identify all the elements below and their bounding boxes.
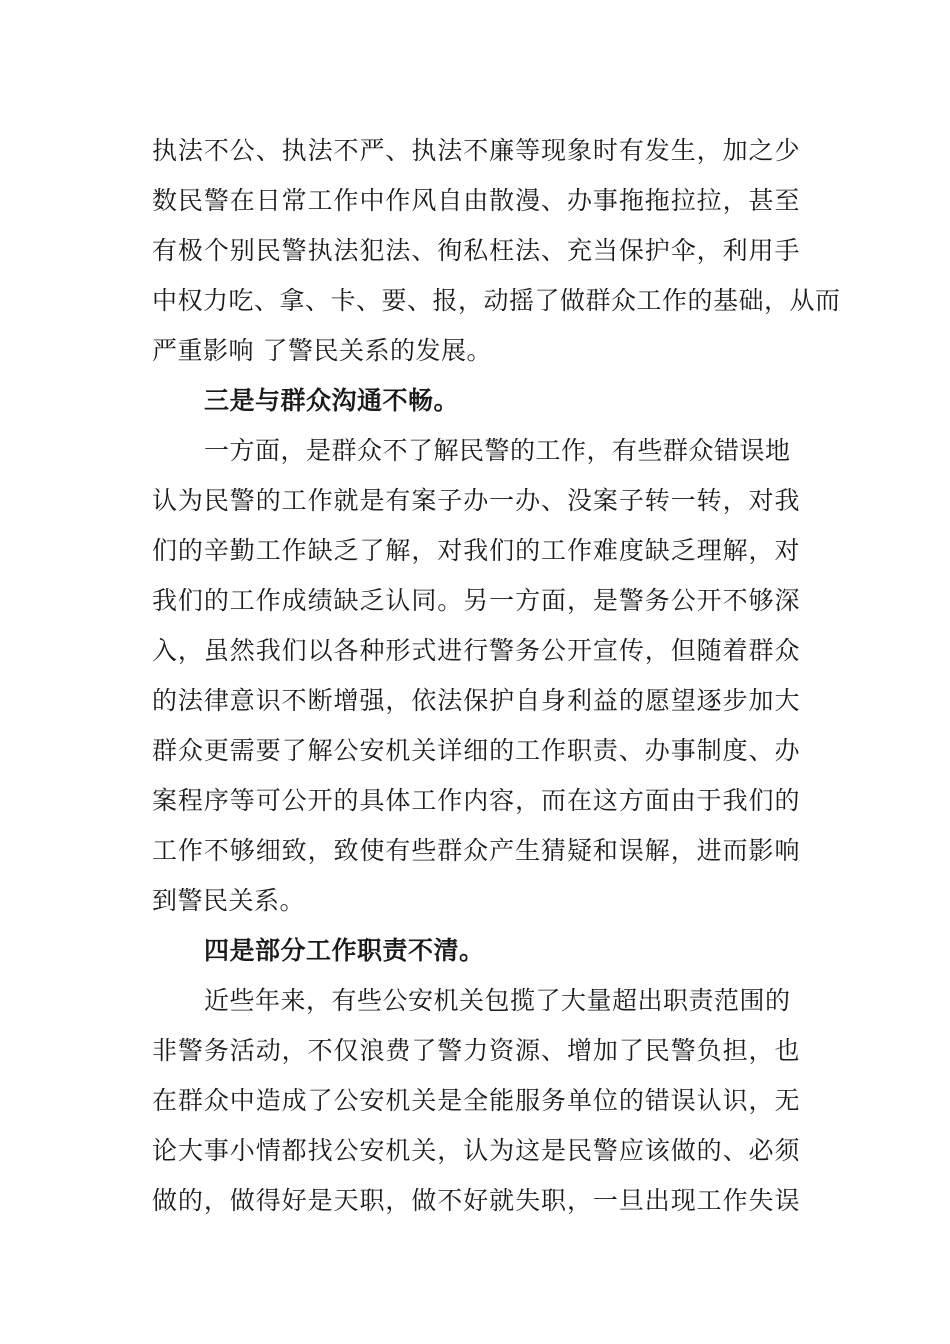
body-line: 的法律意识不断增强，依法保护自身利益的愿望逐步加大 [152, 686, 800, 715]
body-line: 中权力吃、拿、卡、要、报，动摇了做群众工作的基础，从而 [152, 286, 841, 315]
body-line: 认为民警的工作就是有案子办一办、没案子转一转，对我 [152, 486, 800, 515]
body-line: 到警民关系。 [152, 886, 306, 915]
body-line: 群众更需要了解公安机关详细的工作职责、办事制度、办 [152, 736, 800, 765]
body-line: 入，虽然我们以各种形式进行警务公开宣传，但随着群众 [152, 636, 800, 665]
body-line: 做的，做得好是天职，做不好就失职，一旦出现工作失误 [152, 1186, 800, 1215]
body-line: 非警务活动，不仅浪费了警力资源、增加了民警负担，也 [152, 1036, 800, 1065]
body-line: 严重影响 了警民关系的发展。 [152, 336, 492, 365]
body-line: 工作不够细致，致使有些群众产生猜疑和误解，进而影响 [152, 836, 800, 865]
paragraph-first-line: 一方面，是群众不了解民警的工作，有些群众错误地 [204, 436, 791, 465]
section-heading: 三是与群众沟通不畅。 [204, 386, 460, 415]
document-body [152, 126, 841, 1226]
body-line: 案程序等可公开的具体工作内容，而在这方面由于我们的 [152, 786, 800, 815]
body-line: 我们的工作成绩缺乏认同。另一方面，是警务公开不够深 [152, 586, 800, 615]
body-line: 们的辛勤工作缺乏了解，对我们的工作难度缺乏理解，对 [152, 536, 800, 565]
section-heading: 四是部分工作职责不清。 [204, 936, 485, 965]
paragraph-first-line: 近些年来，有些公安机关包揽了大量超出职责范围的 [204, 986, 791, 1015]
body-line: 数民警在日常工作中作风自由散漫、办事拖拖拉拉，甚至 [152, 186, 800, 215]
body-line: 在群众中造成了公安机关是全能服务单位的错误认识，无 [152, 1086, 800, 1115]
body-line: 有极个别民警执法犯法、徇私枉法、充当保护伞，利用手 [152, 236, 800, 265]
body-line: 执法不公、执法不严、执法不廉等现象时有发生，加之少 [152, 136, 800, 165]
body-line: 论大事小情都找公安机关，认为这是民警应该做的、必须 [152, 1136, 800, 1165]
